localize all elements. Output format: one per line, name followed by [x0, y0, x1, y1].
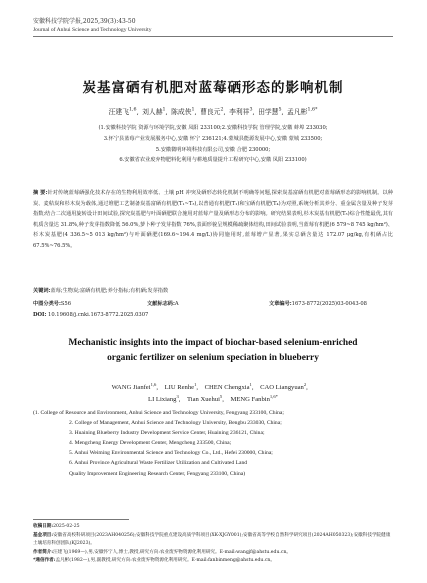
affiliation-line: 5.安徽微明环境科技有限公司,安徽 合肥 230000; [155, 146, 271, 153]
footnote-label: 收稿日期: [33, 524, 54, 529]
article-title-cn: 炭基富硒有机肥对蓝莓硒形态的影响机制 [82, 80, 344, 96]
author-affil-mark: 1 [191, 107, 195, 113]
author-name: MENG Fanbin [230, 395, 270, 403]
author-en [260, 381, 307, 391]
author-name: CAO Liangyuan [260, 384, 304, 391]
author-affil-mark: 3 [249, 107, 253, 113]
author-affil-mark: 1 [162, 107, 166, 113]
affiliation-line: (1. College of Resource and Environment, Anhui Science and Technology University, Fengyang 233100, China; [33, 410, 284, 416]
article-title-en [33, 336, 393, 365]
author-en-line: WANG Jianfei$^{1,6}$, LIU Renhe$^1$, CHEN Chengxia$^1$, CAO Liangyuan$^2$, [111, 381, 315, 391]
footnote-item [33, 549, 393, 558]
author-en-line: LI Lixiang$^3$, Tian Xuehui$^5$, MENG Fanbin$^{1,6*}$ [148, 393, 278, 403]
doc-code-label: 文献标志码: [147, 301, 175, 307]
footnote-label: 基金项目: [33, 532, 54, 538]
author-list-en [33, 382, 393, 405]
author-en [111, 381, 157, 391]
footnote-item [33, 532, 393, 549]
author-name: 陈成侠 [171, 108, 192, 116]
author-name: 刘人赫 [142, 108, 163, 116]
affiliation-line: (1.安徽科技学院 资源与环境学院,安徽 凤阳 233100;2.安徽科技学院 管理学院,安徽 蚌埠 233030; [98, 125, 328, 131]
affiliation-line: 6. Anhui Province Agricultural Waste Fertilizer Utilization and Cultivated Land [69, 460, 248, 467]
author-name: 汪建飞 [108, 108, 129, 116]
title-en-line: organic fertilizer on selenium speciation in blueberry [107, 352, 319, 363]
affiliation-line: 2. College of Management, Anhui Science and Technology University, Bengbu 233030, China; [69, 420, 282, 427]
keywords-cn [33, 287, 393, 295]
author-cn [200, 108, 223, 116]
journal-name-en: Journal of Anhui Science and Technology University [33, 27, 152, 33]
author-affil-mark: 5 [219, 393, 223, 399]
keywords-text: 蓝莓;生物炭;富硒有机肥;养分指标;有机硒;发芽指数 [50, 288, 169, 294]
doc-code-value: A [174, 301, 179, 307]
author-name: LI Lixiang [148, 395, 177, 403]
author-affil-mark: 1,6 [129, 107, 137, 113]
author-affil-mark: 1,6* [269, 393, 278, 399]
affiliation-line: Quality Improvement Engineering Research Center, Fengyang 233100, China) [69, 470, 246, 477]
title-en-line: Mechanistic insights into the impact of biochar-based selenium-enriched [68, 338, 358, 348]
article-no-value: 1673-8772(2025)03-0043-08 [291, 301, 367, 307]
doi-link[interactable]: 10.19608/j.cnki.1673-8772.2025.0307 [48, 311, 149, 318]
author-affil-mark: 2 [220, 107, 224, 113]
author-en [148, 393, 179, 403]
author-en [164, 381, 197, 391]
author-cn [171, 108, 194, 116]
author-en [204, 381, 252, 391]
footnote-label: *通信作者: [33, 558, 56, 564]
author-name: WANG Jianfei [111, 384, 151, 391]
footnote-text: 汪建飞(1969—),男,安徽怀宁人,博士,教授,研究方向:农业废弃物资源化利用研究。E-mail:wangjf@ahstu.edu.cn。 [53, 549, 291, 555]
affiliations-cn [33, 123, 393, 166]
author-cn [258, 108, 281, 116]
footnote-item [33, 523, 393, 532]
doi-label: DOI: [33, 311, 47, 318]
author-affil-mark: 1,6* [307, 107, 318, 113]
affiliations-en [33, 408, 393, 479]
clc-label: 中图分类号: [33, 301, 61, 307]
abstract-label: 摘 要: [33, 190, 48, 196]
author-name: LIU Renhe [164, 384, 195, 391]
author-affil-mark: 3 [176, 393, 179, 399]
article-meta [33, 299, 393, 320]
author-affil-mark: 1 [194, 381, 197, 387]
author-affil-mark: 1,6 [150, 381, 157, 387]
affiliation-line: 3. Huaining Blueberry Industry Development Service Center, Huaining 236121, China; [69, 430, 265, 437]
journal-header [33, 18, 393, 34]
footnote-label: 作者简介: [33, 549, 54, 555]
header-rule [33, 36, 393, 37]
author-name: 孟凡彬 [287, 108, 308, 116]
article-no-label: 文章编号: [269, 301, 292, 307]
author-name: 李利祥 [229, 108, 250, 116]
author-name: 曹良元 [200, 108, 221, 116]
footnote-text: 安徽省高校科研项目(2023AH040256);安徽科技学院重点建设高质学科项目(XK-XJGY001);安徽省高等学校自然科学研究项目(2024AH050323);安徽科技学院健康土壤培育科创团队(KJ2023)。 [33, 532, 391, 547]
keywords-label: 关键词: [33, 288, 51, 294]
author-list-cn: 汪建飞$^{1,6}$, 刘人赫$^1$, 陈成侠$^1$, 曹良元$^2$, 李利祥$^3$, 田学慧$^5$, 孟凡彬$^{1,6*}$ [108, 107, 318, 116]
abstract-cn [33, 188, 393, 252]
affiliation-line: 4. Mengcheng Energy Development Center, Mengcheng 233500, China; [69, 440, 232, 447]
abstract-text: 针对传统蓝莓硒强化技术存在的生物利用效率低、土壤 pH 冲突及硒形态转化机制不明确等问题,探索炭基富硒有机肥对蓝莓硒形态的影响机制。以种炭、麦秸炭和杉木炭为载体,通过堆肥工艺制备炭基富硒有机肥(T₁~T₃),以普通有机肥(T₁)和宝硒有机肥(T₄)为对照,系统分析其养分、重金属含量及种子发芽指数;结合二次通用旋转设计田间试验,探究炭基肥与叶面硒肥联合施用对蓝莓产量及硒形态分布的影响。研究结果表明,杉木炭基有机肥(T₃)综合性能最优,其有机质含量达 31.8%,种子发芽指数降低 56.0%,萝卜种子发芽指数 76%,表面形貌呈规模稀疏聚体结构,田间试验表明,当蓝莓有机肥(6 579~8 745 kg/hm²)、杉木炭基肥(4 336.5~5 013 kg/hm²)与叶面硒肥(169.6~194.4 mg/L)协同施用时,蓝莓增产显著,果实总硒含量达 172.07 μg/kg,有机硒占比 67.5%~76.5%。 [33, 190, 393, 249]
author-cn [229, 108, 252, 116]
journal-citation-cn: 安徽科技学院学报,2025,39(3):43-50 [33, 18, 136, 25]
author-cn [142, 108, 165, 116]
affiliation-line: 5. Anhui Weiming Environmental Science and Technology Co., Ltd., Hefei 230000, China; [69, 450, 273, 457]
author-name: CHEN Chengxia [204, 384, 250, 391]
author-name: 田学慧 [258, 108, 279, 116]
footnote-text: 孟凡彬(1982—),男,副教授,研究方向:农业废弃物资源化利用研究。E-mail:fanbinmeng@ahstu.edu.cn。 [55, 558, 275, 564]
footnote-rule [33, 519, 129, 520]
footnote-text: 2025-02-25 [53, 524, 80, 529]
author-affil-mark: 5 [278, 107, 282, 113]
author-name: Tian Xuehui [187, 395, 220, 403]
affiliation-line: 3.怀宁县蓝莓产业发展服务中心,安徽 怀宁 236121;4.蒙城县能源发展中心,安徽 蒙城 233500; [103, 135, 323, 142]
author-cn [287, 108, 317, 116]
affiliation-line: 6.安徽省农业废弃物肥料化利用与耕地质量提升工程研究中心,安徽 凤阳 233100) [119, 157, 307, 164]
author-en [187, 393, 223, 403]
footnotes [33, 523, 393, 566]
author-affil-mark: 1 [249, 381, 252, 387]
author-en [230, 393, 278, 403]
author-affil-mark: 2 [303, 381, 307, 387]
clc-value: S56 [60, 301, 72, 307]
footnote-item [33, 557, 393, 566]
author-cn [109, 108, 137, 116]
